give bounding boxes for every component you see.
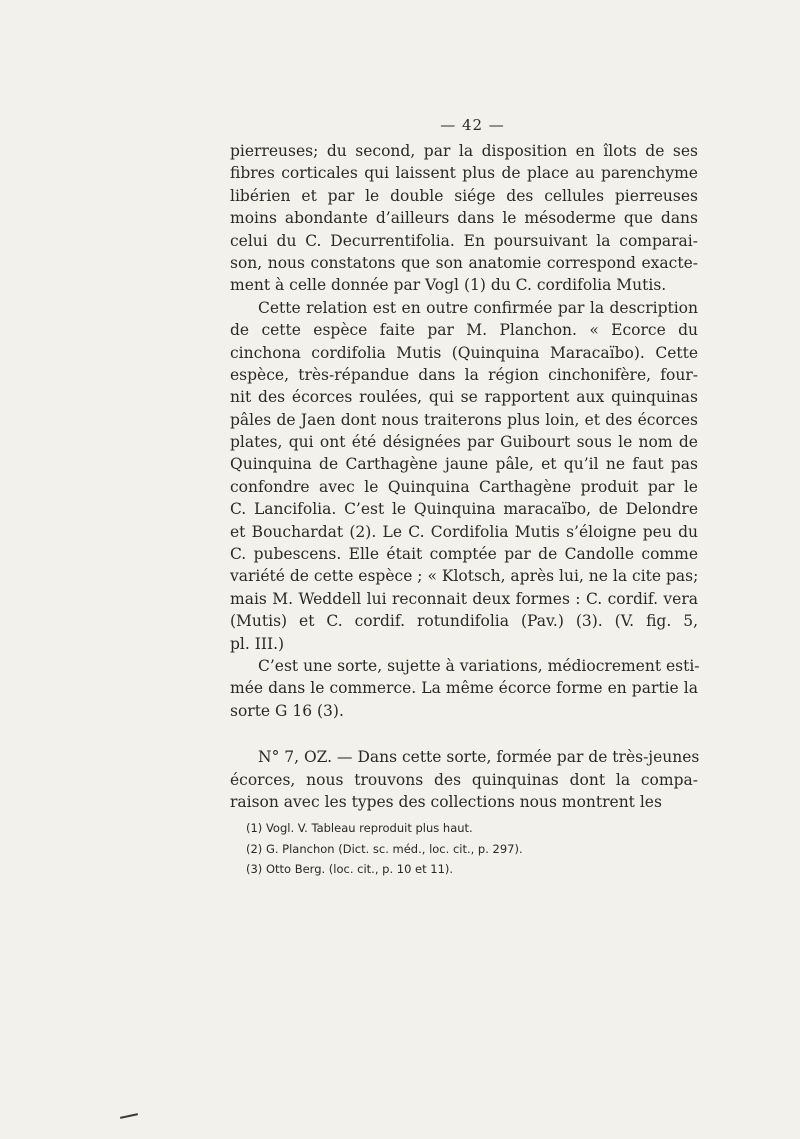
text-line: confondre avec le Quinquina Carthagène produit par le bbox=[230, 477, 698, 496]
text-line: mée dans le commerce. La même écorce forme en partie la bbox=[230, 679, 698, 698]
text-line: libérien et par le double siége des cellules pierreuses bbox=[230, 186, 698, 205]
text-line: moins abondante d’ailleurs dans le mésoderme que dans bbox=[230, 209, 698, 228]
text-line: de cette espèce faite par M. Planchon. « Ecorce du bbox=[230, 321, 698, 340]
text-line: C’est une sorte, sujette à variations, médiocrement esti- bbox=[258, 656, 700, 675]
text-line: raison avec les types des collections nous montrent les bbox=[230, 792, 662, 811]
footnote: (2) G. Planchon (Dict. sc. méd., loc. cit., p. 297). bbox=[246, 841, 523, 856]
text-line: espèce, très-répandue dans la région cinchonifère, four- bbox=[230, 365, 698, 384]
text-line: cinchona cordifolia Mutis (Quinquina Maracaïbo). Cette bbox=[230, 343, 698, 362]
text-line: C. Lancifolia. C’est le Quinquina maracaïbo, de Delondre bbox=[230, 500, 698, 519]
page-number: — 42 — bbox=[440, 116, 505, 134]
text-line: sorte G 16 (3). bbox=[230, 701, 344, 720]
text-line: celui du C. Decurrentifolia. En poursuivant la comparai- bbox=[230, 231, 698, 250]
text-line: variété de cette espèce ; « Klotsch, après lui, ne la cite pas; bbox=[230, 567, 699, 586]
text-line: fibres corticales qui laissent plus de place au parenchyme bbox=[230, 164, 698, 183]
paragraph bbox=[230, 746, 698, 813]
text-line: pâles de Jaen dont nous traiterons plus loin, et des écorces bbox=[230, 410, 698, 429]
text-line: pl. III.) bbox=[230, 634, 285, 653]
text-line: pierreuses; du second, par la disposition en îlots de ses bbox=[230, 142, 698, 160]
body-text bbox=[230, 140, 698, 813]
text-line: Quinquina de Carthagène jaune pâle, et qu’il ne faut pas bbox=[230, 455, 698, 474]
text-line: plates, qui ont été désignées par Guibourt sous le nom de bbox=[230, 433, 698, 452]
footnote: (3) Otto Berg. (loc. cit., p. 10 et 11). bbox=[246, 862, 454, 876]
paragraph-gap bbox=[230, 722, 698, 746]
ink-mark bbox=[120, 1113, 138, 1119]
text-line: Cette relation est en outre confirmée par la description bbox=[258, 298, 698, 317]
text-line: écorces, nous trouvons des quinquinas dont la compa- bbox=[230, 770, 698, 789]
text-line: et Bouchardat (2). Le C. Cordifolia Mutis s’éloigne peu du bbox=[230, 522, 698, 541]
text-line: N° 7, OZ. — Dans cette sorte, formée par de très-jeunes bbox=[258, 748, 700, 767]
text-line: nit des écorces roulées, qui se rapportent aux quinquinas bbox=[230, 388, 698, 407]
footnote: (1) Vogl. V. Tableau reproduit plus haut. bbox=[246, 821, 473, 835]
text-line: mais M. Weddell lui reconnait deux formes : C. cordif. vera bbox=[230, 589, 698, 608]
text-line: C. pubescens. Elle était comptée par de Candolle comme bbox=[230, 545, 698, 564]
text-line: (Mutis) et C. cordif. rotundifolia (Pav.) (3). (V. fig. 5, bbox=[230, 612, 698, 631]
footnotes bbox=[246, 818, 686, 880]
paragraph bbox=[230, 297, 698, 655]
text-line: ment à celle donnée par Vogl (1) du C. cordifolia Mutis. bbox=[230, 276, 667, 295]
paragraph bbox=[230, 655, 698, 722]
text-line: son, nous constatons que son anatomie correspond exacte- bbox=[230, 253, 698, 272]
paragraph bbox=[230, 140, 698, 297]
